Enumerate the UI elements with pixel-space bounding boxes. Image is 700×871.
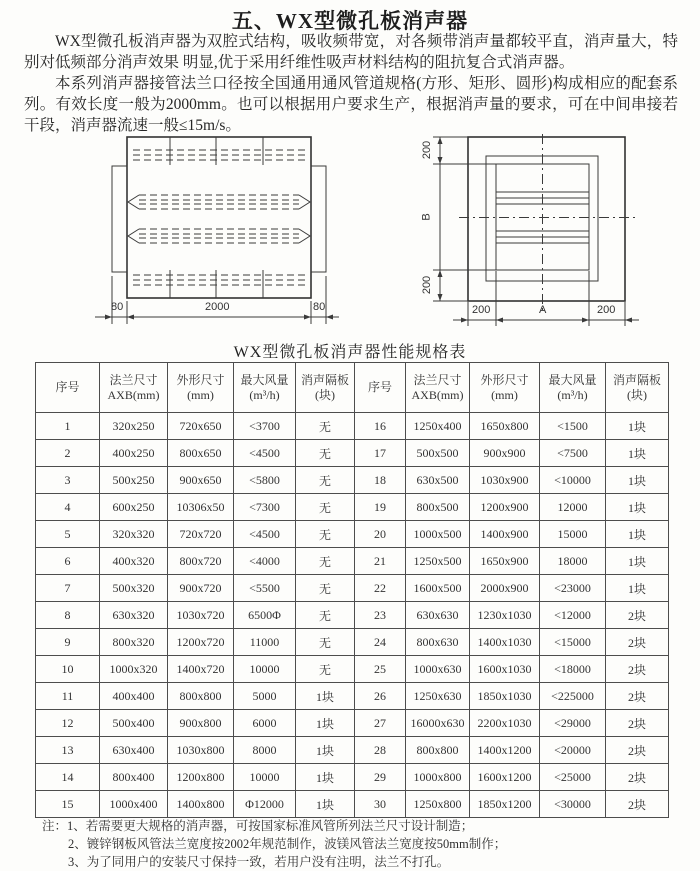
table-cell: <20000 bbox=[540, 737, 606, 764]
table-cell: 无 bbox=[296, 629, 355, 656]
note-2: 2、镀锌钢板风管法兰宽度按2002年规范制作，波镁风管法兰宽度按50mm制作； bbox=[68, 837, 507, 851]
dim-label-80-right: 80 bbox=[313, 301, 326, 313]
table-cell: 3 bbox=[36, 467, 100, 494]
table-cell: 8 bbox=[36, 602, 100, 629]
table-cell: 1000x500 bbox=[406, 521, 470, 548]
table-cell: 27 bbox=[355, 710, 406, 737]
table-cell: 22 bbox=[355, 575, 406, 602]
table-cell: 30 bbox=[355, 791, 406, 818]
table-row bbox=[36, 413, 669, 440]
table-cell: 800x400 bbox=[100, 764, 168, 791]
table-cell: 23 bbox=[355, 602, 406, 629]
table-cell: 1块 bbox=[296, 737, 355, 764]
table-cell: 2块 bbox=[606, 791, 669, 818]
table-row bbox=[36, 683, 669, 710]
table-cell: <1500 bbox=[540, 413, 606, 440]
intro-paragraph-1: WX型微孔板消声器为双腔式结构，吸收频带宽，对各频带消声量都较平直，消声量大，特别对低频部分消声效果 明显,优于采用纤维性吸声材料结构的阻抗复合式消声器。 bbox=[24, 33, 678, 71]
table-cell: 600x250 bbox=[100, 494, 168, 521]
end-view-linework bbox=[403, 134, 697, 336]
center-baffle-1 bbox=[128, 195, 310, 209]
table-row bbox=[36, 548, 669, 575]
table-row bbox=[36, 494, 669, 521]
table-cell: <4500 bbox=[234, 521, 296, 548]
table-cell: 500x500 bbox=[406, 440, 470, 467]
column-header: 外形尺寸 (mm) bbox=[470, 363, 540, 413]
table-cell: <15000 bbox=[540, 629, 606, 656]
table-cell: <5500 bbox=[234, 575, 296, 602]
table-cell: 18 bbox=[355, 467, 406, 494]
dim-label-2000: 2000 bbox=[205, 301, 230, 313]
table-cell: 500x400 bbox=[100, 710, 168, 737]
table-row bbox=[36, 467, 669, 494]
dimension-arrows bbox=[438, 137, 633, 323]
table-row bbox=[36, 710, 669, 737]
table-cell: 2200x1030 bbox=[470, 710, 540, 737]
table-cell: 800x800 bbox=[406, 737, 470, 764]
column-header: 最大风量 (m³/h) bbox=[234, 363, 296, 413]
table-cell: 6500Φ bbox=[234, 602, 296, 629]
table-cell: <25000 bbox=[540, 764, 606, 791]
table-cell: 1250x400 bbox=[406, 413, 470, 440]
table-cell: 1030x720 bbox=[168, 602, 234, 629]
table-cell: 630x630 bbox=[406, 602, 470, 629]
table-cell: 1250x630 bbox=[406, 683, 470, 710]
table-cell: 10306x50 bbox=[168, 494, 234, 521]
table-cell: 1600x500 bbox=[406, 575, 470, 602]
table-cell: 630x400 bbox=[100, 737, 168, 764]
table-cell: 15000 bbox=[540, 521, 606, 548]
dim-label-200-bottom-left: 200 bbox=[472, 304, 491, 316]
table-cell: 16 bbox=[355, 413, 406, 440]
table-cell: 14 bbox=[36, 764, 100, 791]
table-cell: 1块 bbox=[606, 575, 669, 602]
table-cell: 720x720 bbox=[168, 521, 234, 548]
panel-division-lines bbox=[170, 137, 263, 298]
table-cell: 13 bbox=[36, 737, 100, 764]
table-cell: 320x320 bbox=[100, 521, 168, 548]
table-cell: 800x630 bbox=[406, 629, 470, 656]
table-cell: 500x320 bbox=[100, 575, 168, 602]
table-cell: 28 bbox=[355, 737, 406, 764]
table-cell: 1块 bbox=[296, 683, 355, 710]
silencer-side-view-drawing bbox=[75, 134, 341, 336]
table-cell: 无 bbox=[296, 548, 355, 575]
table-cell: 无 bbox=[296, 602, 355, 629]
table-cell: 1块 bbox=[296, 710, 355, 737]
table-cell: 20 bbox=[355, 521, 406, 548]
table-cell: 1400x1200 bbox=[470, 737, 540, 764]
table-row bbox=[36, 764, 669, 791]
center-baffle-2 bbox=[128, 229, 310, 243]
outer-casing-outline bbox=[468, 137, 625, 301]
dim-label-80-left: 80 bbox=[111, 301, 124, 313]
table-cell: 1200x800 bbox=[168, 764, 234, 791]
column-header: 消声隔板 (块) bbox=[606, 363, 669, 413]
table-cell: 8000 bbox=[234, 737, 296, 764]
dim-label-200-top: 200 bbox=[421, 140, 434, 160]
table-cell: 7 bbox=[36, 575, 100, 602]
table-cell: 1块 bbox=[606, 494, 669, 521]
table-cell: 1230x1030 bbox=[470, 602, 540, 629]
table-row bbox=[36, 629, 669, 656]
table-cell: <225000 bbox=[540, 683, 606, 710]
table-cell: 900x650 bbox=[168, 467, 234, 494]
table-cell: 1650x800 bbox=[470, 413, 540, 440]
column-header: 法兰尺寸 AXB(mm) bbox=[100, 363, 168, 413]
table-row bbox=[36, 737, 669, 764]
flange-stubs bbox=[112, 166, 326, 272]
table-cell: 1块 bbox=[296, 764, 355, 791]
table-cell: 400x320 bbox=[100, 548, 168, 575]
table-row bbox=[36, 440, 669, 467]
table-cell: 2块 bbox=[606, 737, 669, 764]
table-cell: 4 bbox=[36, 494, 100, 521]
table-cell: 1200x720 bbox=[168, 629, 234, 656]
table-cell: <7500 bbox=[540, 440, 606, 467]
centerlines bbox=[459, 134, 635, 312]
table-cell: 11 bbox=[36, 683, 100, 710]
table-cell: <18000 bbox=[540, 656, 606, 683]
table-cell: 15 bbox=[36, 791, 100, 818]
table-cell: 无 bbox=[296, 656, 355, 683]
silencer-end-view-drawing bbox=[403, 134, 697, 336]
table-cell: 320x250 bbox=[100, 413, 168, 440]
table-cell: 1600x1030 bbox=[470, 656, 540, 683]
table-cell: 10000 bbox=[234, 656, 296, 683]
perforated-liner-top bbox=[133, 150, 305, 160]
table-cell: 21 bbox=[355, 548, 406, 575]
table-row bbox=[36, 791, 669, 818]
table-cell: 无 bbox=[296, 413, 355, 440]
table-cell: 26 bbox=[355, 683, 406, 710]
table-cell: 12 bbox=[36, 710, 100, 737]
table-cell: 1250x500 bbox=[406, 548, 470, 575]
table-cell: 5000 bbox=[234, 683, 296, 710]
table-cell: 18000 bbox=[540, 548, 606, 575]
table-cell: 1块 bbox=[606, 413, 669, 440]
table-cell: 400x250 bbox=[100, 440, 168, 467]
table-cell: 无 bbox=[296, 440, 355, 467]
table-cell: 6000 bbox=[234, 710, 296, 737]
table-cell: <4000 bbox=[234, 548, 296, 575]
table-cell: 12000 bbox=[540, 494, 606, 521]
table-cell: 2块 bbox=[606, 629, 669, 656]
column-header: 外形尺寸 (mm) bbox=[168, 363, 234, 413]
table-cell: 1块 bbox=[606, 548, 669, 575]
table-cell: 29 bbox=[355, 764, 406, 791]
table-cell: <5800 bbox=[234, 467, 296, 494]
silencer-body-outline bbox=[127, 137, 311, 298]
table-cell: 900x720 bbox=[168, 575, 234, 602]
table-cell: 1400x720 bbox=[168, 656, 234, 683]
table-cell: 1200x900 bbox=[470, 494, 540, 521]
table-cell: <7300 bbox=[234, 494, 296, 521]
table-cell: 2块 bbox=[606, 764, 669, 791]
table-cell: 2块 bbox=[606, 656, 669, 683]
table-cell: 6 bbox=[36, 548, 100, 575]
table-cell: 400x400 bbox=[100, 683, 168, 710]
note-3: 3、为了同用户的安装尺寸保持一致，若用户没有注明，法兰不打孔。 bbox=[68, 855, 450, 869]
table-cell: 19 bbox=[355, 494, 406, 521]
table-cell: <12000 bbox=[540, 602, 606, 629]
column-header: 法兰尺寸 AXB(mm) bbox=[406, 363, 470, 413]
table-cell: 1块 bbox=[606, 467, 669, 494]
table-cell: <10000 bbox=[540, 467, 606, 494]
table-cell: 1600x1200 bbox=[470, 764, 540, 791]
table-cell: 16000x630 bbox=[406, 710, 470, 737]
table-cell: 1400x1030 bbox=[470, 629, 540, 656]
table-cell: 25 bbox=[355, 656, 406, 683]
table-cell: 1块 bbox=[606, 521, 669, 548]
table-cell: 800x500 bbox=[406, 494, 470, 521]
table-cell: 800x650 bbox=[168, 440, 234, 467]
spec-table bbox=[35, 362, 669, 818]
column-header: 最大风量 (m³/h) bbox=[540, 363, 606, 413]
table-cell: 1块 bbox=[296, 791, 355, 818]
table-cell: 1块 bbox=[606, 440, 669, 467]
dim-label-A: A bbox=[539, 304, 547, 316]
table-cell: <29000 bbox=[540, 710, 606, 737]
table-cell: 900x900 bbox=[470, 440, 540, 467]
table-cell: 1000x630 bbox=[406, 656, 470, 683]
table-cell: <4500 bbox=[234, 440, 296, 467]
table-cell: 5 bbox=[36, 521, 100, 548]
table-cell: 1030x900 bbox=[470, 467, 540, 494]
table-header-row bbox=[36, 363, 669, 413]
table-cell: 无 bbox=[296, 494, 355, 521]
table-cell: <23000 bbox=[540, 575, 606, 602]
table-row bbox=[36, 521, 669, 548]
table-cell: 无 bbox=[296, 521, 355, 548]
table-cell: 无 bbox=[296, 575, 355, 602]
spec-table-title: WX型微孔板消声器性能规格表 bbox=[233, 344, 467, 361]
table-cell: 800x720 bbox=[168, 548, 234, 575]
intro-text bbox=[24, 31, 678, 136]
table-cell: Φ12000 bbox=[234, 791, 296, 818]
table-cell: 1250x800 bbox=[406, 791, 470, 818]
table-cell: 1000x400 bbox=[100, 791, 168, 818]
table-cell: 2000x900 bbox=[470, 575, 540, 602]
table-cell: 9 bbox=[36, 629, 100, 656]
page-title: 五、WX型微孔板消声器 bbox=[231, 9, 469, 33]
table-cell: <30000 bbox=[540, 791, 606, 818]
dim-label-200-bottom: 200 bbox=[421, 275, 434, 295]
table-cell: 2 bbox=[36, 440, 100, 467]
table-cell: 10 bbox=[36, 656, 100, 683]
table-cell: 900x800 bbox=[168, 710, 234, 737]
table-cell: 1030x800 bbox=[168, 737, 234, 764]
table-cell: 800x320 bbox=[100, 629, 168, 656]
table-cell: 720x650 bbox=[168, 413, 234, 440]
footnotes bbox=[42, 817, 672, 871]
dim-label-B: B bbox=[420, 213, 433, 221]
table-cell: 无 bbox=[296, 467, 355, 494]
table-cell: 11000 bbox=[234, 629, 296, 656]
table-row bbox=[36, 656, 669, 683]
table-cell: <3700 bbox=[234, 413, 296, 440]
table-cell: 800x800 bbox=[168, 683, 234, 710]
table-cell: 1400x800 bbox=[168, 791, 234, 818]
table-cell: 500x250 bbox=[100, 467, 168, 494]
table-cell: 1400x900 bbox=[470, 521, 540, 548]
note-1: 注：1、若需要更大规格的消声器，可按国家标准风管所列法兰尺寸设计制造； bbox=[42, 819, 474, 833]
table-row bbox=[36, 575, 669, 602]
table-cell: 630x500 bbox=[406, 467, 470, 494]
table-cell: 17 bbox=[355, 440, 406, 467]
table-cell: 2块 bbox=[606, 710, 669, 737]
table-cell: 1650x900 bbox=[470, 548, 540, 575]
table-cell: 1000x320 bbox=[100, 656, 168, 683]
column-header: 序号 bbox=[355, 363, 406, 413]
table-row bbox=[36, 602, 669, 629]
table-cell: 630x320 bbox=[100, 602, 168, 629]
dim-label-200-bottom-right: 200 bbox=[597, 304, 616, 316]
intro-paragraph-2: 本系列消声器接管法兰口径按全国通用通风管道规格(方形、矩形、圆形)构成相应的配套系列。有效长度一般为2000mm。也可以根据用户要求生产，根据消声量的要求，可在中间串接若干段，消声器流速一般≤15m/s。 bbox=[24, 75, 678, 134]
table-cell: 1850x1200 bbox=[470, 791, 540, 818]
table-cell: 2块 bbox=[606, 683, 669, 710]
perforated-liner-bottom bbox=[133, 275, 305, 285]
table-cell: 1850x1030 bbox=[470, 683, 540, 710]
column-header: 序号 bbox=[36, 363, 100, 413]
column-header: 消声隔板 (块) bbox=[296, 363, 355, 413]
table-cell: 1 bbox=[36, 413, 100, 440]
table-cell: 10000 bbox=[234, 764, 296, 791]
table-cell: 24 bbox=[355, 629, 406, 656]
table-cell: 2块 bbox=[606, 602, 669, 629]
table-cell: 1000x800 bbox=[406, 764, 470, 791]
